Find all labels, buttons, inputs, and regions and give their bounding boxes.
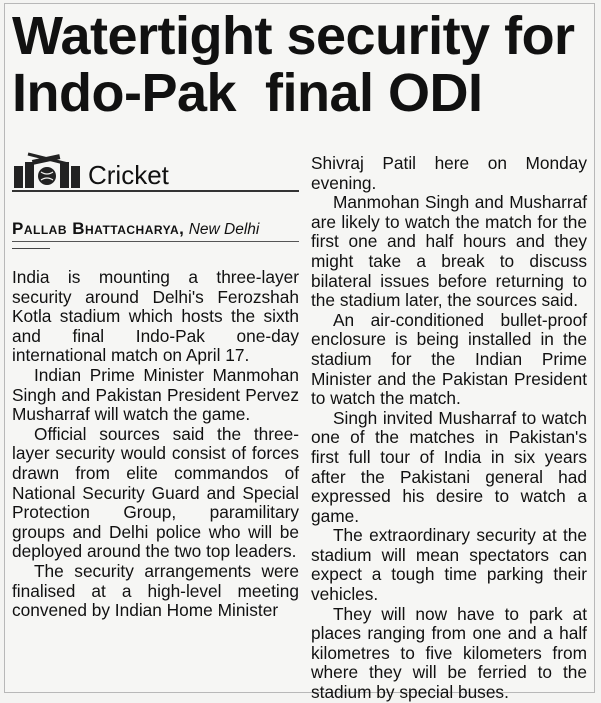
paragraph: An air-conditioned bullet-proof enclosure is being installed in the stadium for the Indian Prime Minister and the Pakistan President to watch the match. (311, 309, 587, 409)
paragraph: Indian Prime Minister Manmohan Singh and Pakistan President Pervez Musharraf will watch the game. (12, 364, 299, 425)
paragraph: They will now have to park at places ranging from one and a half kilometres to five kilometers from where they will be ferried to the stadium by special buses. (311, 603, 587, 703)
headline-line-1: Watertight security for (12, 6, 575, 66)
headline (12, 8, 592, 122)
left-column (12, 150, 299, 621)
paragraph: India is mounting a three-layer security around Delhi's Ferozshah Kotla stadium which hosts the sixth and final Indo-Pak one-day international match on April 17. (12, 267, 299, 366)
section-header (12, 150, 299, 192)
paragraph: The extraordinary security at the stadium will mean spectators can expect a tough time parking their vehicles. (311, 525, 587, 605)
right-column (311, 154, 587, 703)
paragraph: Shivraj Patil here on Monday evening. (311, 153, 587, 193)
paragraph: Official sources said the three-layer security would consist of forces drawn from elite commandos of National Security Guard and Special Protection Group, paramilitary groups and Delhi police who will be deployed around the two top leaders. (12, 423, 299, 562)
paragraph: The security arrangements were finalised at a high-level meeting convened by Indian Home Minister (12, 560, 299, 621)
byline (12, 220, 299, 242)
section-label: Cricket (88, 160, 169, 190)
paragraph: Manmohan Singh and Musharraf are likely to watch the match for the first one and half hours and they might take a break to discuss bilateral issues before returning to the stadium later, the sources said. (311, 192, 587, 311)
paragraph: Singh invited Musharraf to watch one of the matches in Pakistan's first full tour of India in six years after the Pakistani general had expressed his desire to watch a game. (311, 407, 587, 526)
byline-author: Pallab Bhattacharya, (12, 219, 185, 238)
headline-line-2: Indo-Pak final ODI (12, 63, 483, 123)
byline-place: New Delhi (188, 221, 260, 238)
byline-rule (12, 248, 50, 249)
cricket-stumps-bat-ball-icon (14, 152, 82, 188)
